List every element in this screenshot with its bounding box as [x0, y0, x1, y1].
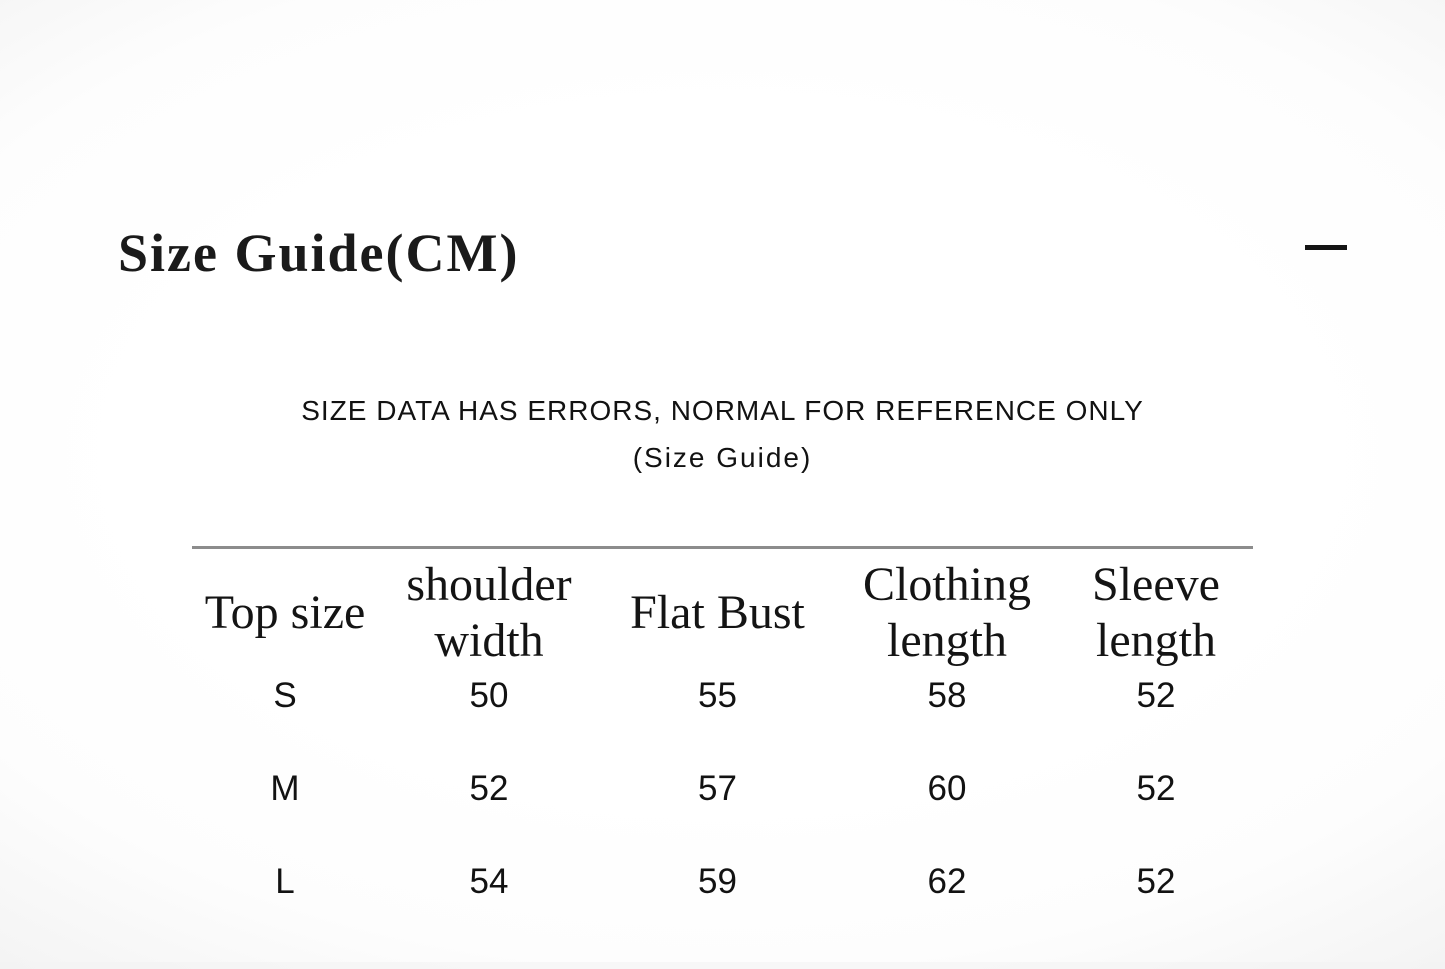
cell-l-clothing-length: 62	[927, 861, 967, 901]
size-label-s: S	[273, 675, 297, 715]
page-title: Size Guide(CM)	[118, 223, 520, 283]
cell-l-sleeve-length: 52	[1136, 861, 1176, 901]
cell-l-flat-bust: 59	[698, 861, 737, 901]
column-header-flat-bust: Flat Bust	[630, 586, 805, 640]
cell-s-flat-bust: 55	[698, 675, 737, 715]
column-header-shoulder-width: shoulder width	[406, 558, 572, 667]
cell-s-clothing-length: 58	[927, 675, 967, 715]
notice-disclaimer: SIZE DATA HAS ERRORS, NORMAL FOR REFERENCE ONLY	[301, 395, 1144, 426]
cell-m-sleeve-length: 52	[1136, 768, 1176, 808]
column-header-top-size: Top size	[204, 586, 366, 640]
size-notice	[0, 394, 1445, 474]
cell-m-flat-bust: 57	[698, 768, 737, 808]
notice-subtitle: (Size Guide)	[632, 441, 813, 473]
bottom-edge-shade	[0, 962, 1445, 969]
column-header-clothing-length: Clothing length	[862, 558, 1032, 667]
cell-m-shoulder-width: 52	[469, 768, 509, 808]
cell-m-clothing-length: 60	[927, 768, 967, 808]
size-label-m: M	[270, 768, 300, 808]
collapse-button[interactable]	[1293, 230, 1359, 264]
size-table	[192, 546, 1253, 928]
minus-icon	[1305, 245, 1347, 250]
cell-s-sleeve-length: 52	[1136, 675, 1176, 715]
cell-l-shoulder-width: 54	[469, 861, 509, 901]
cell-s-shoulder-width: 50	[469, 675, 509, 715]
column-header-sleeve-length: Sleeve length	[1092, 558, 1220, 667]
size-label-l: L	[275, 861, 295, 901]
